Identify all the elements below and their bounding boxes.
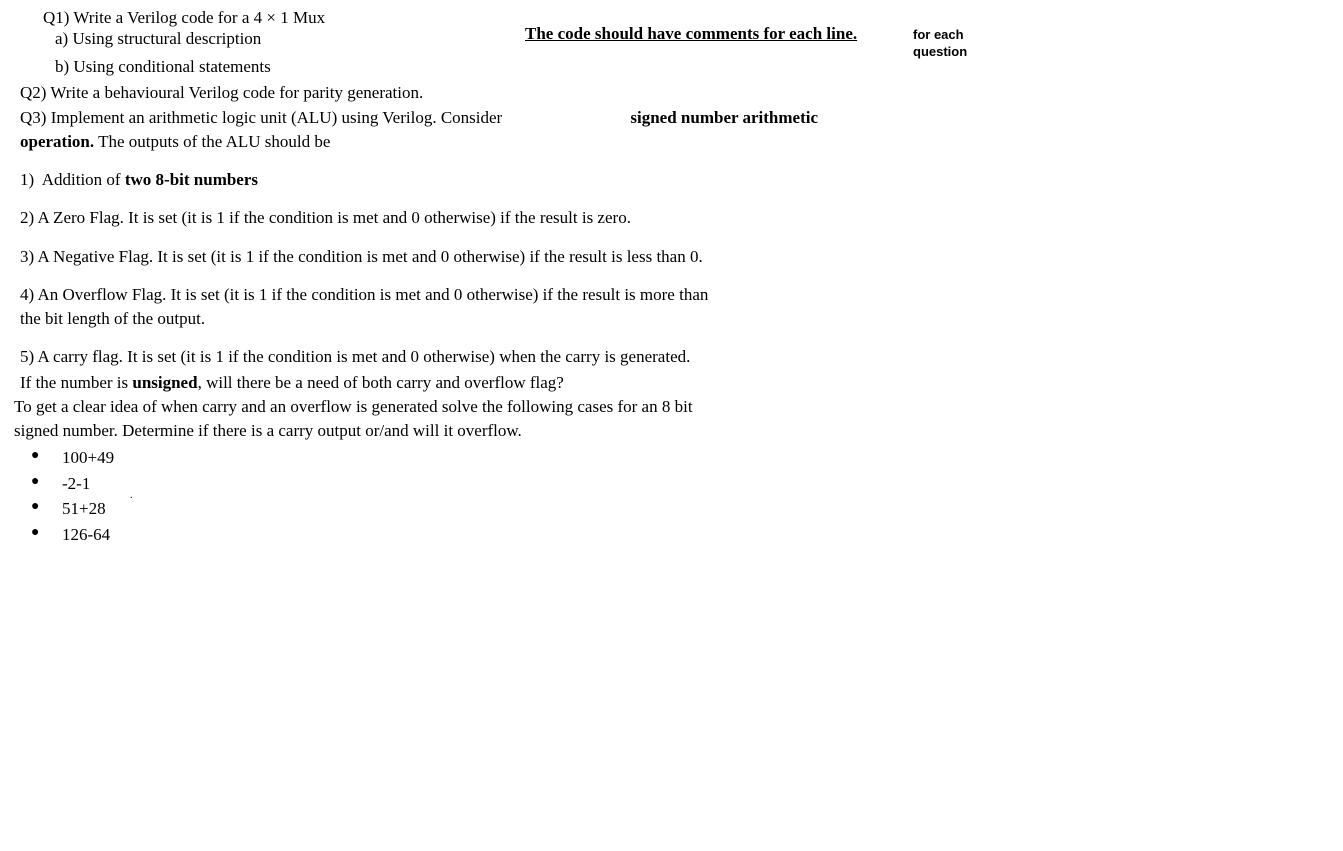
q2-text: Q2) Write a behavioural Verilog code for parity generation. — [20, 83, 424, 102]
bullet-icon: ● — [31, 474, 40, 489]
q3-line2-text: The outputs of the ALU should be — [94, 132, 331, 151]
output-1-text: 1) Addition of — [20, 170, 125, 189]
q1-title: Q1) Write a Verilog code for a 4 × 1 Mux — [43, 8, 326, 27]
output-3: 3) A Negative Flag. It is set (it is 1 if the condition is met and 0 otherwise) if the result is less than 0. — [20, 247, 703, 266]
q3-line1-bold: signed number arithmetic — [630, 108, 818, 127]
output-2: 2) A Zero Flag. It is set (it is 1 if the condition is met and 0 otherwise) if the result is zero. — [20, 208, 631, 227]
output-4-line1: 4) An Overflow Flag. It is set (it is 1 if the condition is met and 0 otherwise) if the result is more than — [20, 285, 709, 304]
case-item: 51+28 — [62, 499, 106, 518]
comments-note: The code should have comments for each line. — [525, 24, 858, 43]
case-item: 126-64 — [62, 525, 111, 544]
bullet-icon: ● — [31, 499, 40, 514]
case-item: 100+49 — [62, 448, 115, 467]
output-1 — [20, 170, 258, 190]
unsigned-text-post: , will there be a need of both carry and overflow flag? — [197, 373, 564, 392]
side-note — [913, 26, 967, 60]
stray-dot: . — [130, 490, 133, 501]
output-5: 5) A carry flag. It is set (it is 1 if the condition is met and 0 otherwise) when the carry is generated. — [20, 347, 691, 366]
case-item: -2-1 — [62, 474, 91, 493]
cases-intro-line1: To get a clear idea of when carry and an overflow is generated solve the following cases for an 8 bit — [14, 397, 693, 416]
q1-part-a: a) Using structural description — [55, 29, 262, 48]
q3-line1 — [20, 108, 818, 128]
unsigned-bold: unsigned — [132, 373, 198, 392]
output-4-line2: the bit length of the output. — [20, 309, 206, 328]
bullet-icon: ● — [31, 525, 40, 540]
q1-part-b: b) Using conditional statements — [55, 57, 271, 76]
q3-line1-text: Q3) Implement an arithmetic logic unit (ALU) using Verilog. Consider — [20, 108, 507, 127]
cases-intro-line2: signed number. Determine if there is a carry output or/and will it overflow. — [14, 421, 522, 440]
q3-line2-bold: operation. — [20, 132, 95, 151]
unsigned-question — [20, 373, 564, 393]
side-note-text: for each question — [913, 27, 968, 59]
output-1-bold: two 8-bit numbers — [124, 170, 259, 189]
bullet-icon: ● — [31, 448, 40, 463]
q3-line2 — [20, 132, 330, 152]
unsigned-text-pre: If the number is — [20, 373, 133, 392]
